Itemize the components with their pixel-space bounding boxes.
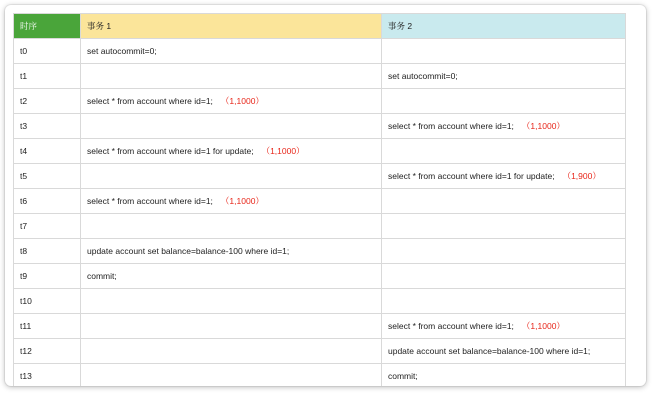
- sql-statement: commit;: [388, 371, 418, 381]
- time-cell: t5: [14, 164, 81, 189]
- sql-statement: select * from account where id=1;: [388, 321, 514, 331]
- sql-statement: select * from account where id=1;: [87, 96, 213, 106]
- transaction-1-cell: [81, 314, 382, 339]
- sql-statement: set autocommit=0;: [388, 71, 458, 81]
- table-row: [14, 39, 626, 64]
- table-row: [14, 64, 626, 89]
- transaction-1-cell: [81, 64, 382, 89]
- transaction-1-cell: [81, 164, 382, 189]
- time-cell: t6: [14, 189, 81, 214]
- transaction-2-cell: [382, 339, 626, 364]
- transaction-1-cell: [81, 264, 382, 289]
- time-cell: t2: [14, 89, 81, 114]
- transaction-timeline-table: [13, 13, 626, 386]
- transaction-2-cell: [382, 214, 626, 239]
- query-result-value: （1,1000）: [220, 96, 264, 106]
- time-cell: t11: [14, 314, 81, 339]
- time-cell: t12: [14, 339, 81, 364]
- table-row: [14, 189, 626, 214]
- table-row: [14, 214, 626, 239]
- sql-statement: update account set balance=balance-100 where id=1;: [87, 246, 290, 256]
- transaction-1-cell: [81, 139, 382, 164]
- table-row: [14, 264, 626, 289]
- transaction-1-cell: [81, 339, 382, 364]
- sql-statement: select * from account where id=1 for update;: [87, 146, 254, 156]
- table-row: [14, 114, 626, 139]
- transaction-2-cell: [382, 264, 626, 289]
- table-row: [14, 89, 626, 114]
- transaction-1-cell: [81, 89, 382, 114]
- time-cell: t7: [14, 214, 81, 239]
- transaction-2-cell: [382, 314, 626, 339]
- header-transaction-1: 事务 1: [81, 14, 382, 39]
- transaction-2-cell: [382, 114, 626, 139]
- sql-statement: update account set balance=balance-100 where id=1;: [388, 346, 591, 356]
- transaction-2-cell: [382, 239, 626, 264]
- transaction-1-cell: [81, 189, 382, 214]
- sql-statement: set autocommit=0;: [87, 46, 157, 56]
- transaction-1-cell: [81, 39, 382, 64]
- header-time: 时序: [14, 14, 81, 39]
- transaction-1-cell: [81, 214, 382, 239]
- transaction-2-cell: [382, 364, 626, 387]
- transaction-1-cell: [81, 289, 382, 314]
- table-row: [14, 314, 626, 339]
- transaction-2-cell: [382, 89, 626, 114]
- transaction-2-cell: [382, 189, 626, 214]
- table-row: [14, 164, 626, 189]
- transaction-2-cell: [382, 64, 626, 89]
- time-cell: t13: [14, 364, 81, 387]
- transaction-2-cell: [382, 39, 626, 64]
- query-result-value: （1,900）: [562, 171, 601, 181]
- time-cell: t4: [14, 139, 81, 164]
- sql-statement: select * from account where id=1;: [388, 121, 514, 131]
- table-row: [14, 289, 626, 314]
- header-transaction-2: 事务 2: [382, 14, 626, 39]
- transaction-2-cell: [382, 289, 626, 314]
- header-row: [14, 14, 626, 39]
- sql-statement: select * from account where id=1;: [87, 196, 213, 206]
- time-cell: t10: [14, 289, 81, 314]
- time-cell: t1: [14, 64, 81, 89]
- table-row: [14, 239, 626, 264]
- transaction-2-cell: [382, 139, 626, 164]
- transaction-2-cell: [382, 164, 626, 189]
- table-row: [14, 364, 626, 387]
- table-row: [14, 339, 626, 364]
- transaction-1-cell: [81, 239, 382, 264]
- query-result-value: （1,1000）: [521, 121, 565, 131]
- transaction-1-cell: [81, 114, 382, 139]
- table-body: [14, 39, 626, 387]
- sql-statement: select * from account where id=1 for update;: [388, 171, 555, 181]
- query-result-value: （1,1000）: [220, 196, 264, 206]
- time-cell: t0: [14, 39, 81, 64]
- transaction-1-cell: [81, 364, 382, 387]
- sql-statement: commit;: [87, 271, 117, 281]
- table-row: [14, 139, 626, 164]
- query-result-value: （1,1000）: [521, 321, 565, 331]
- query-result-value: （1,1000）: [261, 146, 305, 156]
- time-cell: t8: [14, 239, 81, 264]
- time-cell: t9: [14, 264, 81, 289]
- table-card: [5, 5, 646, 386]
- time-cell: t3: [14, 114, 81, 139]
